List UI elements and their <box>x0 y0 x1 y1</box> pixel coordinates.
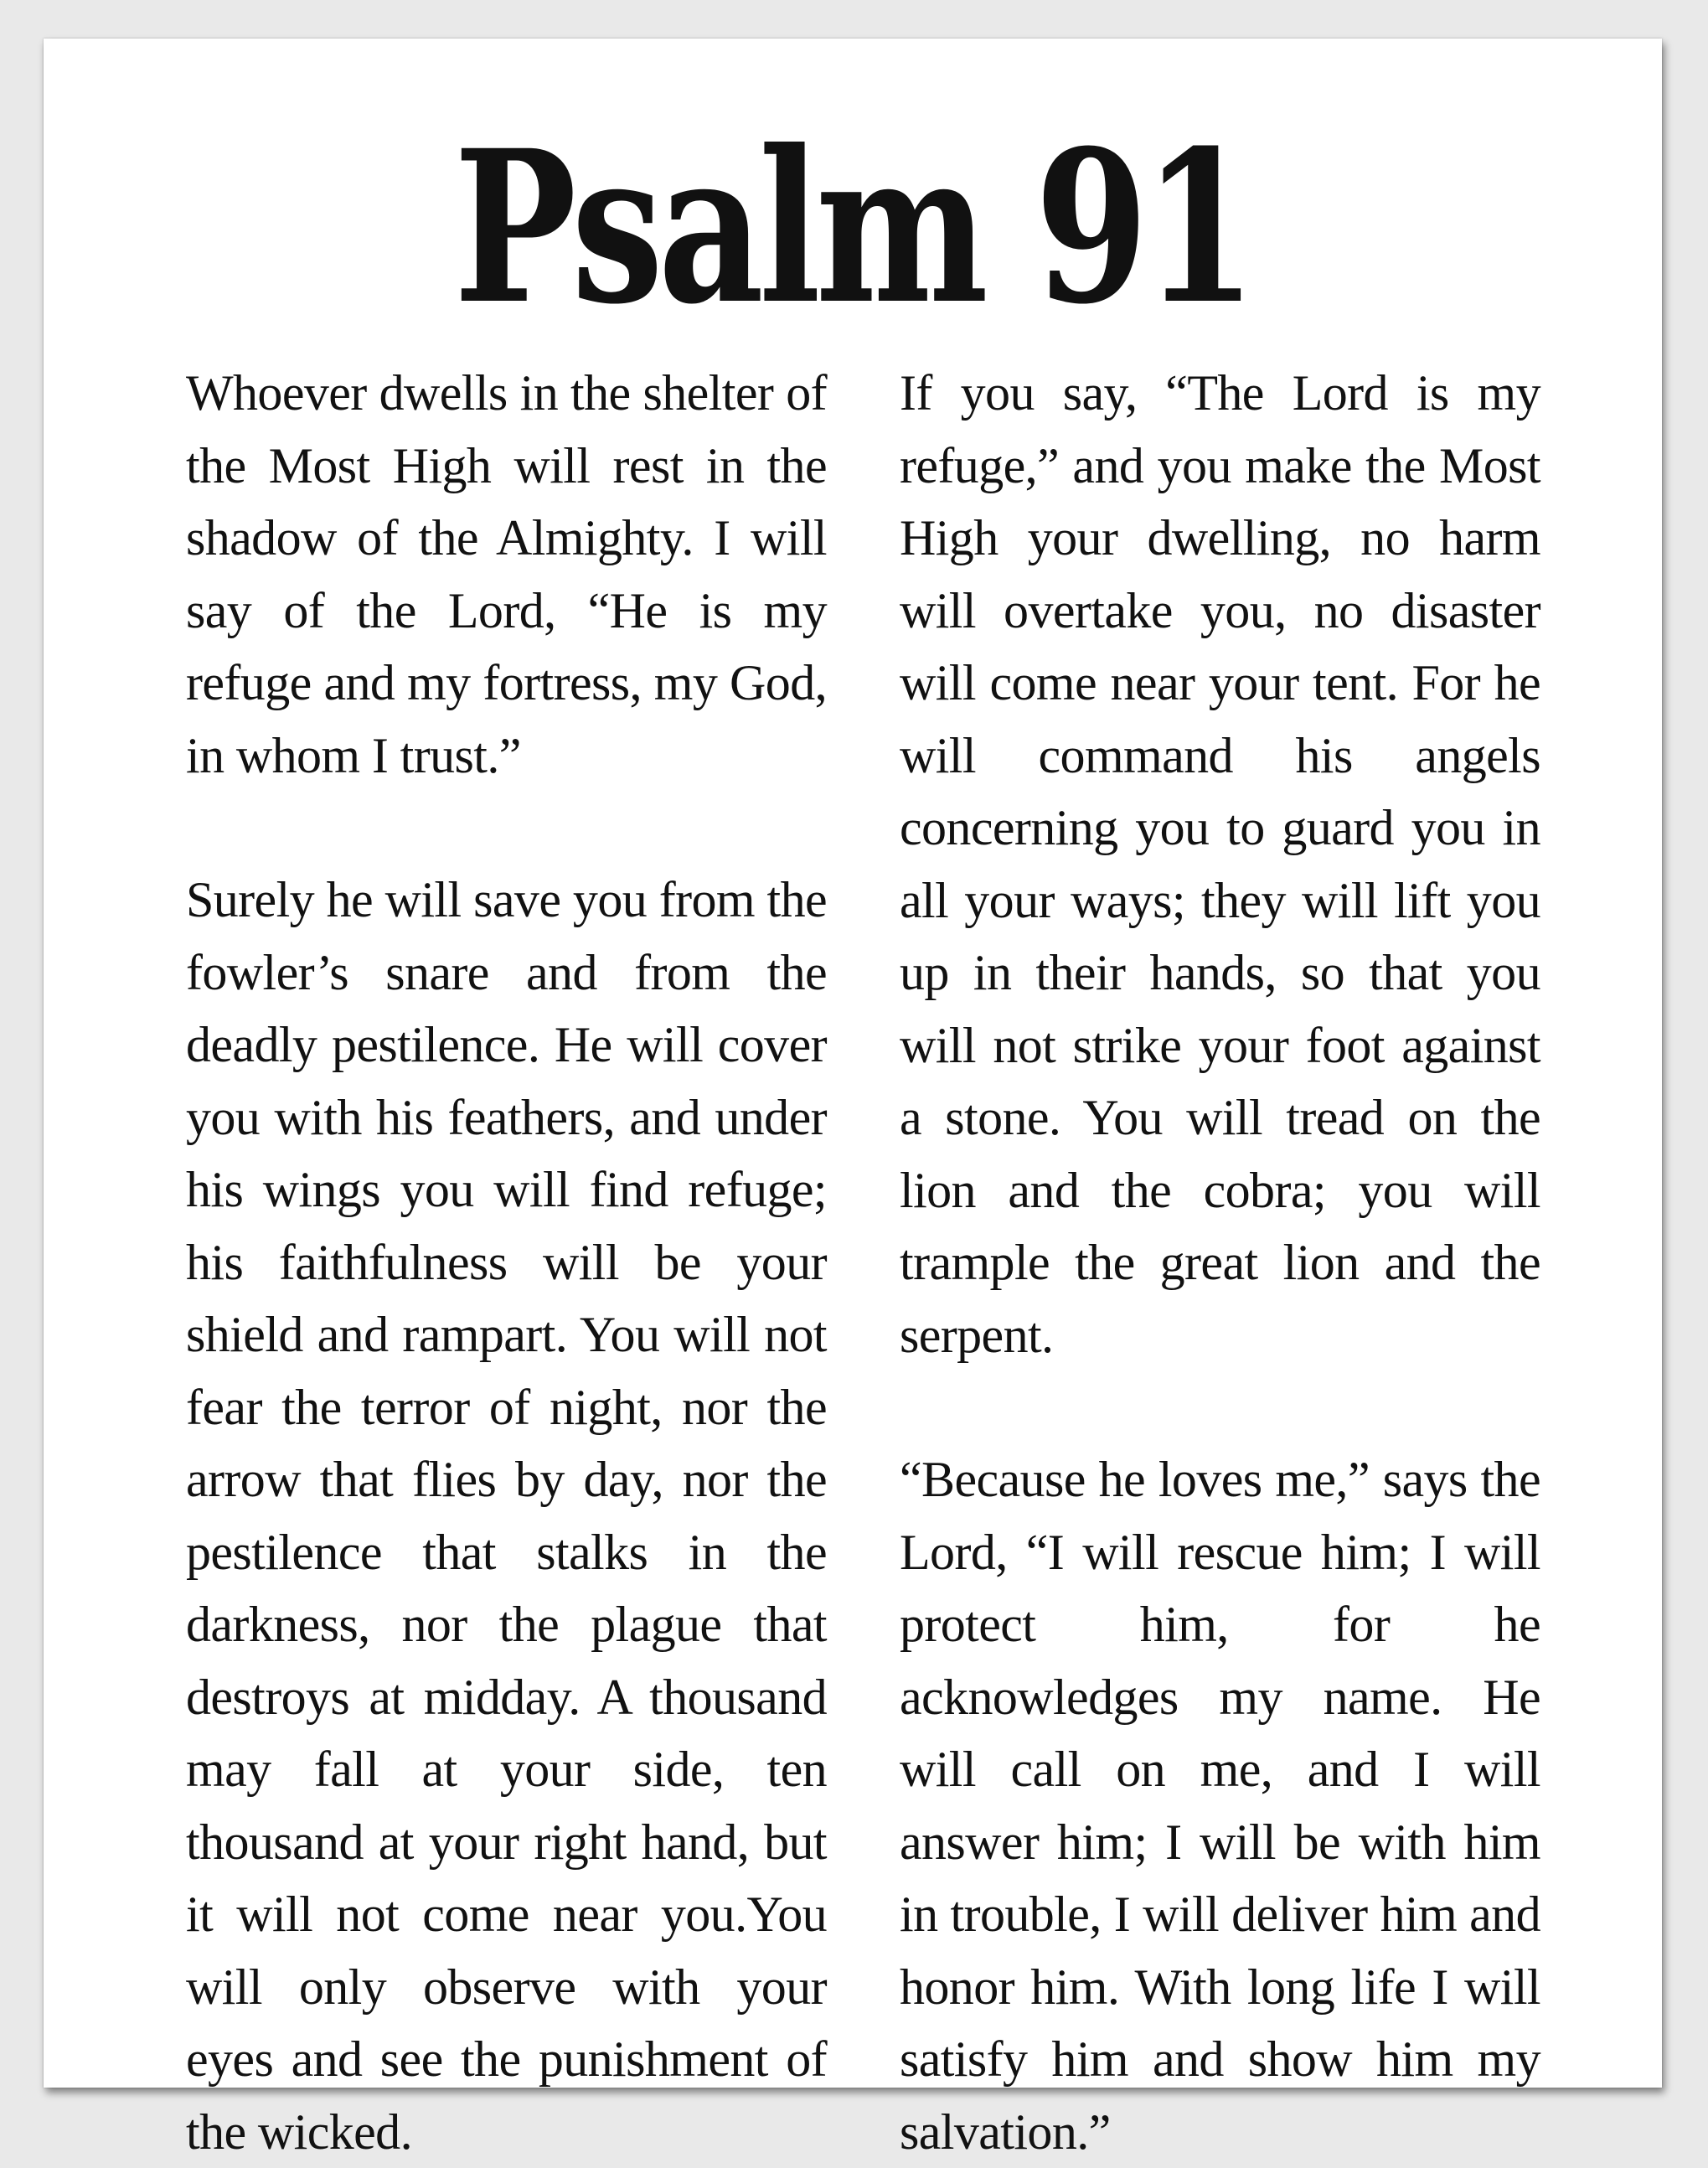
verse-paragraph: Whoever dwells in the shelter of the Most High will rest in the shadow of the Almighty. I will say of the Lord, “He is my refuge and my fortress, my God, in whom I trust.” <box>186 365 827 783</box>
page-title: Psalm 91 <box>453 104 1252 350</box>
verse-paragraph: If you say, “The Lord is my refuge,” and you make the Most High your dwelling, no harm will overtake you, no disaster will come near your tent. For he will command his angels concerning you to guard you in all your ways; they will lift you up in their hands, so that you will not strike your foot against a stone. You will tread on the lion and the cobra; you will trample the great lion and the serpent. <box>900 365 1540 1363</box>
verse-paragraph: Surely he will save you from the fowler’s snare and from the deadly pestilence. He will cover you with his feathers, and under his wings you will find refuge; his faithfulness will be your shield and rampart. You will not fear the terror of night, nor the arrow that flies by day, nor the pestilence that stalks in the darkness, nor the plague that destroys at midday. A thousand may fall at your side, ten thousand at your right hand, but it will not come near you.You will only observe with your eyes and see the punishment of the wicked. <box>186 872 827 2160</box>
left-text-column <box>186 357 827 2168</box>
poster-print <box>44 39 1662 2160</box>
verse-paragraph: “Because he loves me,” says the Lord, “I will rescue him; I will protect him, for he acknowledges my name. He will call on me, and I will answer him; I will be with him in trouble, I will deliver him and honor him. With long life I will satisfy him and show him my salvation.” <box>900 1452 1540 2160</box>
right-text-column <box>900 357 1540 2168</box>
paragraph-spacer <box>900 1371 1540 1443</box>
paragraph-spacer <box>186 792 827 864</box>
